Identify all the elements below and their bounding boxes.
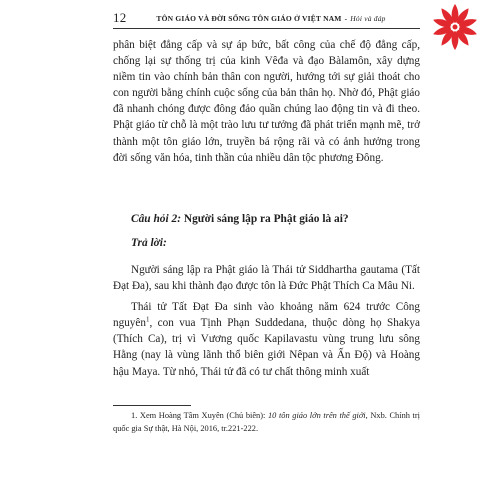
footnote-text: [113, 410, 420, 435]
footnote: [113, 410, 420, 435]
book-subtitle: Hỏi và đáp: [350, 13, 386, 23]
answer-text-part: Thái tử Tất Đạt Đa sinh vào khoảng năm 624 trước Công nguyên: [113, 301, 420, 330]
footnote-book-title: 10 tôn giáo lớn trên thế giới: [267, 411, 366, 420]
answer-text-part: , con vua Tịnh Phạn Suddedana, thuộc dòng họ Shakya (Thích Ca), trị vì Vương quốc Kapilavastu vùng trung lưu sông Hằng (nay là vùng lãnh thổ biên giới Nêpan và Ấn Độ) và Hoàng hậu Maya. Từ nhỏ, Thái tử đã có tư chất thông minh xuất: [113, 317, 420, 378]
header-divider: [113, 28, 420, 29]
body-text: [113, 37, 420, 166]
red-star-flower-icon: [430, 2, 480, 52]
question-text: Người sáng lập ra Phật giáo là ai?: [183, 213, 349, 225]
answer-paragraph: [113, 299, 420, 379]
footnote-prefix: 1. Xem Hoàng Tâm Xuyên (Chủ biên):: [131, 411, 268, 420]
footnote-suffix: , Nxb. Chính trị quốc gia Sự thật, Hà Nội, 2016, tr.221-222.: [113, 411, 421, 433]
book-title: TÔN GIÁO VÀ ĐỜI SỐNG TÔN GIÁO Ở VIỆT NAM: [156, 13, 342, 23]
answer-paragraph: Người sáng lập ra Phật giáo là Thái tử Siddhartha gautama (Tất Đạt Đa), sau khi thành đạo được tôn là Đức Phật Thích Ca Mâu Ni.: [113, 264, 420, 293]
page-number: 12: [113, 10, 127, 25]
footnote-divider: [113, 405, 191, 406]
footnote-marker: 1: [145, 315, 150, 324]
question-label: Câu hỏi 2:: [131, 213, 182, 225]
answer-text: [113, 262, 420, 385]
answer-label: Trả lời:: [131, 237, 167, 249]
header-separator: -: [344, 13, 348, 23]
body-paragraph: phân biệt đẳng cấp và sự áp bức, bất công của chế độ đẳng cấp, chống lại sự thống trị của kinh Vêđa và đạo Bàlamôn, xây dựng niềm tin vào chính bản thân con người, hướng tới sự giải thoát cho con người bằng chính cuộc sống của bản thân họ. Nhờ đó, Phật giáo đã nhanh chóng được đông đảo quần chúng lao động tin và đi theo. Phật giáo từ chỗ là một trào lưu tư tưởng đã phát triển mạnh mẽ, trở thành một tôn giáo lớn, truyền bá rộng rãi và có ảnh hưởng trong đời sống văn hóa, tinh thần của nhiều dân tộc phương Đông.: [113, 39, 420, 164]
question-heading: [131, 213, 421, 225]
running-header: [113, 9, 413, 27]
